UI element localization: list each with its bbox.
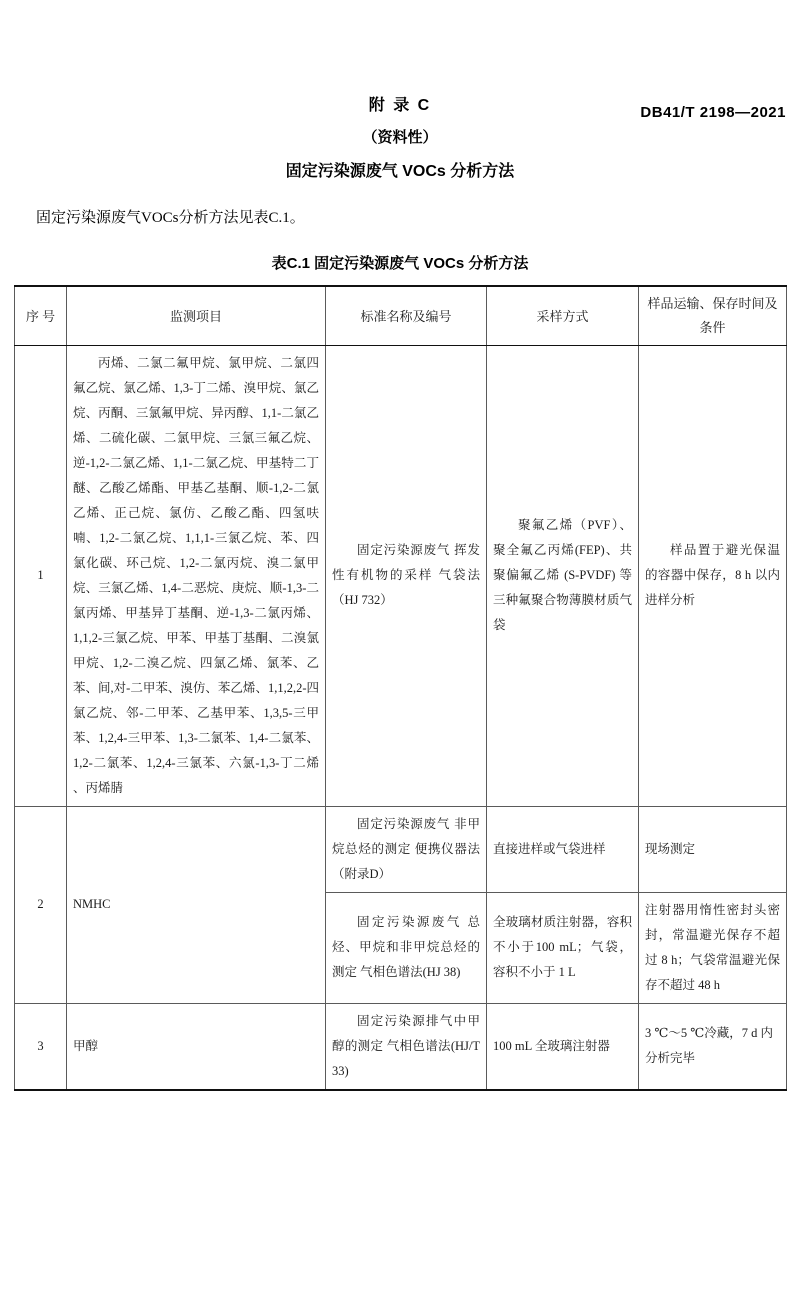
row-standard-1: 固定污染源废气 挥发性有机物的采样 气袋法（HJ 732） (326, 345, 487, 806)
annex-nature: （资料性） (362, 129, 438, 146)
intro-paragraph: 固定污染源废气VOCs分析方法见表C.1。 (36, 210, 305, 226)
row-sampling-2a: 直接进样或气袋进样 (487, 806, 639, 892)
row-sampling-2b: 全玻璃材质注射器，容积不小于100 mL；气袋，容积不小于 1 L (487, 892, 639, 1003)
row-standard-3: 固定污染源排气中甲醇的测定 气相色谱法(HJ/T 33) (326, 1003, 487, 1090)
row-condition-2b: 注射器用惰性密封头密封，常温避光保存不超过 8 h；气袋常温避光保存不超过 48 h (639, 892, 787, 1003)
annex-label: 附 录 C (368, 97, 432, 114)
column-header-item: 监测项目 (67, 286, 326, 346)
table-row (15, 806, 787, 892)
column-header-no: 序 号 (15, 286, 67, 346)
table-header-row (15, 286, 787, 346)
row-item-3: 甲醇 (67, 1003, 326, 1090)
annex-subject: 固定污染源废气 VOCs 分析方法 (285, 163, 515, 180)
row-item-2: NMHC (67, 806, 326, 1003)
vocs-analysis-table (14, 285, 787, 1091)
row-no-2: 2 (15, 806, 67, 1003)
table-row (15, 1003, 787, 1090)
row-sampling-1: 聚氟乙烯（PVF）、聚全氟乙丙烯(FEP)、共聚偏氟乙烯 (S-PVDF) 等三种氟聚合物薄膜材质气袋 (487, 345, 639, 806)
table-row (15, 345, 787, 806)
row-no-1: 1 (15, 345, 67, 806)
row-condition-3: 3 ℃～5 ℃冷藏，7 d 内分析完毕 (639, 1003, 787, 1090)
column-header-sampling: 采样方式 (487, 286, 639, 346)
standard-number-header: DB41/T 2198—2021 (640, 104, 786, 121)
column-header-condition: 样品运输、保存时间及条件 (639, 286, 787, 346)
row-no-3: 3 (15, 1003, 67, 1090)
row-sampling-3: 100 mL 全玻璃注射器 (487, 1003, 639, 1090)
row-standard-2b: 固定污染源废气 总烃、甲烷和非甲烷总烃的测定 气相色谱法(HJ 38) (326, 892, 487, 1003)
table-caption: 表C.1 固定污染源废气 VOCs 分析方法 (271, 254, 529, 272)
document-page (0, 92, 800, 1290)
row-standard-2a: 固定污染源废气 非甲烷总烃的测定 便携仪器法（附录D） (326, 806, 487, 892)
row-item-1: 丙烯、二氯二氟甲烷、氯甲烷、二氯四氟乙烷、氯乙烯、1,3-丁二烯、溴甲烷、氯乙烷、丙酮、三氯氟甲烷、异丙醇、1,1-二氯乙烯、二硫化碳、二氯甲烷、三氯三氟乙烷、逆-1,2-二氯乙烯、1,1-二氯乙烷、甲基特二丁醚、乙酸乙烯酯、甲基乙基酮、顺-1,2-二氯乙烯、正己烷、氯仿、乙酸乙酯、四氢呋喃、1,2-二氯乙烷、1,1,1-三氯乙烷、苯、四氯化碳、环己烷、1,2-二氯丙烷、溴二氯甲烷、三氯乙烯、1,4-二恶烷、庚烷、顺-1,3-二氯丙烯、甲基异丁基酮、逆-1,3-二氯丙烯、1,1,2-三氯乙烷、甲苯、甲基丁基酮、二溴氯甲烷、1,2-二溴乙烷、四氯乙烯、氯苯、乙苯、间,对-二甲苯、溴仿、苯乙烯、1,1,2,2-四氯乙烷、邻-二甲苯、乙基甲苯、1,3,5-三甲苯、1,2,4-三甲苯、1,3-二氯苯、1,4-二氯苯、1,2-二氯苯、1,2,4-三氯苯、六氯-1,3-丁二烯 、丙烯腈 (67, 345, 326, 806)
row-condition-1: 样品置于避光保温的容器中保存，8 h 以内进样分析 (639, 345, 787, 806)
column-header-standard: 标准名称及编号 (326, 286, 487, 346)
row-condition-2a: 现场测定 (639, 806, 787, 892)
